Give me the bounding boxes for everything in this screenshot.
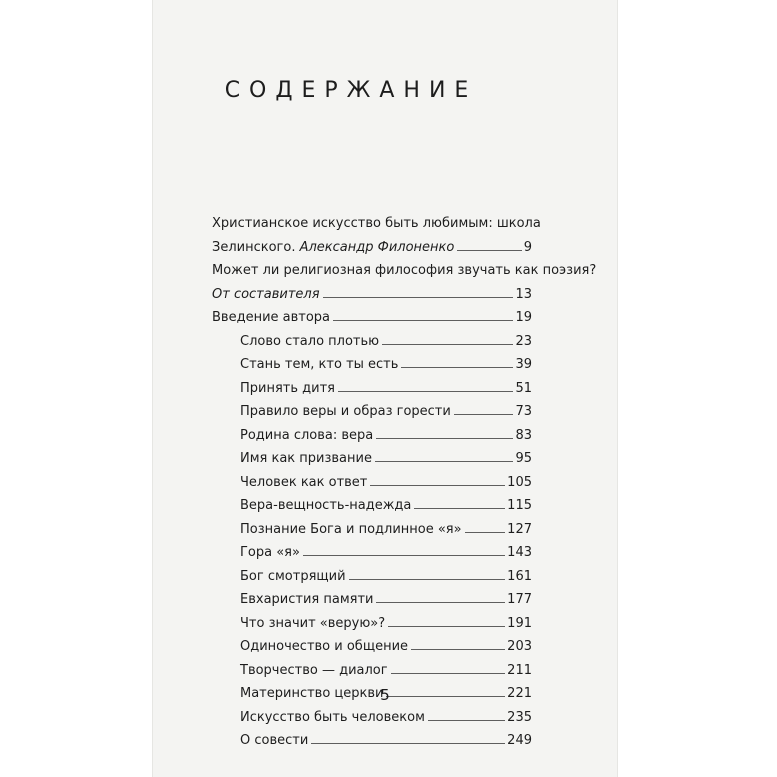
toc-entry[interactable]: [212, 588, 532, 612]
dot-leader: [323, 297, 514, 298]
toc-entry-author: Александр Филоненко: [299, 239, 455, 255]
toc-page-number: 249: [507, 733, 532, 748]
book-page: [152, 0, 618, 777]
dot-leader: [376, 438, 513, 439]
toc-entry-title: Евхаристия памяти: [240, 592, 374, 607]
toc-page-number: 191: [507, 615, 532, 631]
toc-page-number: 177: [507, 592, 532, 607]
toc-entry-title-part: Зелинского.: [212, 239, 300, 255]
toc-entry-title: Человек как ответ: [240, 474, 368, 490]
toc-page-number: 23: [515, 333, 532, 349]
toc-entry[interactable]: [212, 494, 532, 518]
toc-page-number: 73: [515, 404, 532, 419]
dot-leader: [411, 649, 505, 650]
toc-page-number: 83: [515, 427, 532, 443]
toc-entry[interactable]: [212, 400, 532, 424]
dot-leader: [428, 720, 505, 721]
toc-entry-title: Искусство быть человеком: [240, 709, 425, 725]
toc-entry[interactable]: [212, 612, 532, 636]
toc-entry[interactable]: [212, 424, 532, 448]
toc-entry-title: Что значит «верую»?: [240, 615, 386, 631]
toc-entry[interactable]: [212, 729, 532, 753]
dot-leader: [414, 508, 505, 509]
toc-page-number: 9: [523, 239, 532, 255]
page-number: 5: [380, 686, 390, 704]
toc-entry-title: Слово стало плотью: [240, 333, 380, 349]
toc-page-number: 95: [515, 451, 532, 466]
toc-entry-title: От составителя: [212, 286, 320, 302]
toc-entry-title: Стань тем, кто ты есть: [240, 357, 399, 372]
toc-entry-title: Принять дитя: [240, 380, 335, 396]
toc-entry-title: Христианское искусство быть любимым: школа: [212, 216, 541, 231]
toc-entry[interactable]: [212, 283, 532, 307]
dot-leader: [454, 414, 514, 415]
toc-entry-title: Материнство церкви: [240, 686, 384, 701]
toc-page-number: 39: [515, 357, 532, 372]
toc-entry[interactable]: [212, 471, 532, 495]
toc-entry-line: [212, 212, 541, 236]
toc-entry[interactable]: [212, 706, 532, 730]
toc-entry[interactable]: [212, 353, 532, 377]
toc-page-number: 51: [515, 380, 532, 396]
toc-page-number: 105: [507, 474, 532, 490]
dot-leader: [391, 673, 506, 674]
toc-page-number: 127: [507, 521, 532, 537]
toc-page-number: 143: [507, 545, 532, 560]
toc-entry[interactable]: [212, 377, 532, 401]
dot-leader: [375, 461, 513, 462]
dot-leader: [338, 391, 513, 392]
toc-entry-title: Творчество — диалог: [240, 662, 388, 678]
dot-leader: [311, 743, 505, 744]
toc-page-number: 221: [507, 686, 532, 701]
dot-leader: [457, 250, 521, 251]
toc-page-number: 211: [507, 662, 532, 678]
toc-entry-title: Познание Бога и подлинное «я»: [240, 521, 462, 537]
toc-entry[interactable]: [212, 518, 532, 542]
dot-leader: [303, 555, 505, 556]
toc-entry[interactable]: [212, 306, 532, 330]
dot-leader: [349, 579, 506, 580]
toc-entry[interactable]: [212, 659, 532, 683]
toc-entry[interactable]: [212, 236, 532, 260]
contents-heading: С О Д Е Р Ж А Н И Е: [224, 78, 470, 103]
dot-leader: [333, 320, 513, 321]
toc-entry[interactable]: [212, 330, 532, 354]
toc-page-number: 115: [507, 498, 532, 513]
toc-entry-title: [212, 236, 454, 260]
dot-leader: [388, 626, 505, 627]
toc-entry-title: Имя как призвание: [240, 451, 372, 466]
toc-entry-title: Родина слова: вера: [240, 427, 374, 443]
toc-page-number: 203: [507, 639, 532, 654]
toc-entry-line: [212, 259, 597, 283]
dot-leader: [376, 602, 505, 603]
toc-page-number: 161: [507, 568, 532, 584]
dot-leader: [370, 485, 505, 486]
toc-entry[interactable]: [212, 565, 532, 589]
toc-entry-title: Может ли религиозная философия звучать как поэзия?: [212, 263, 597, 278]
toc-entry-title: Одиночество и общение: [240, 639, 409, 654]
dot-leader: [382, 344, 513, 345]
toc-entry-title: Правило веры и образ горести: [240, 404, 451, 419]
toc-page-number: 235: [507, 709, 532, 725]
toc-entry-title: Бог смотрящий: [240, 568, 346, 584]
toc-entry[interactable]: [212, 447, 532, 471]
dot-leader: [465, 532, 506, 533]
toc-entry[interactable]: [212, 635, 532, 659]
toc-entry-title: Вера-вещность-надежда: [240, 498, 412, 513]
toc-page-number: 13: [515, 286, 532, 302]
table-of-contents: [212, 212, 597, 753]
toc-entry-title: Введение автора: [212, 310, 331, 325]
toc-entry-title: Гора «я»: [240, 545, 300, 560]
toc-entry[interactable]: [212, 541, 532, 565]
toc-entry-title: О совести: [240, 733, 309, 748]
toc-page-number: 19: [515, 310, 532, 325]
dot-leader: [401, 367, 513, 368]
